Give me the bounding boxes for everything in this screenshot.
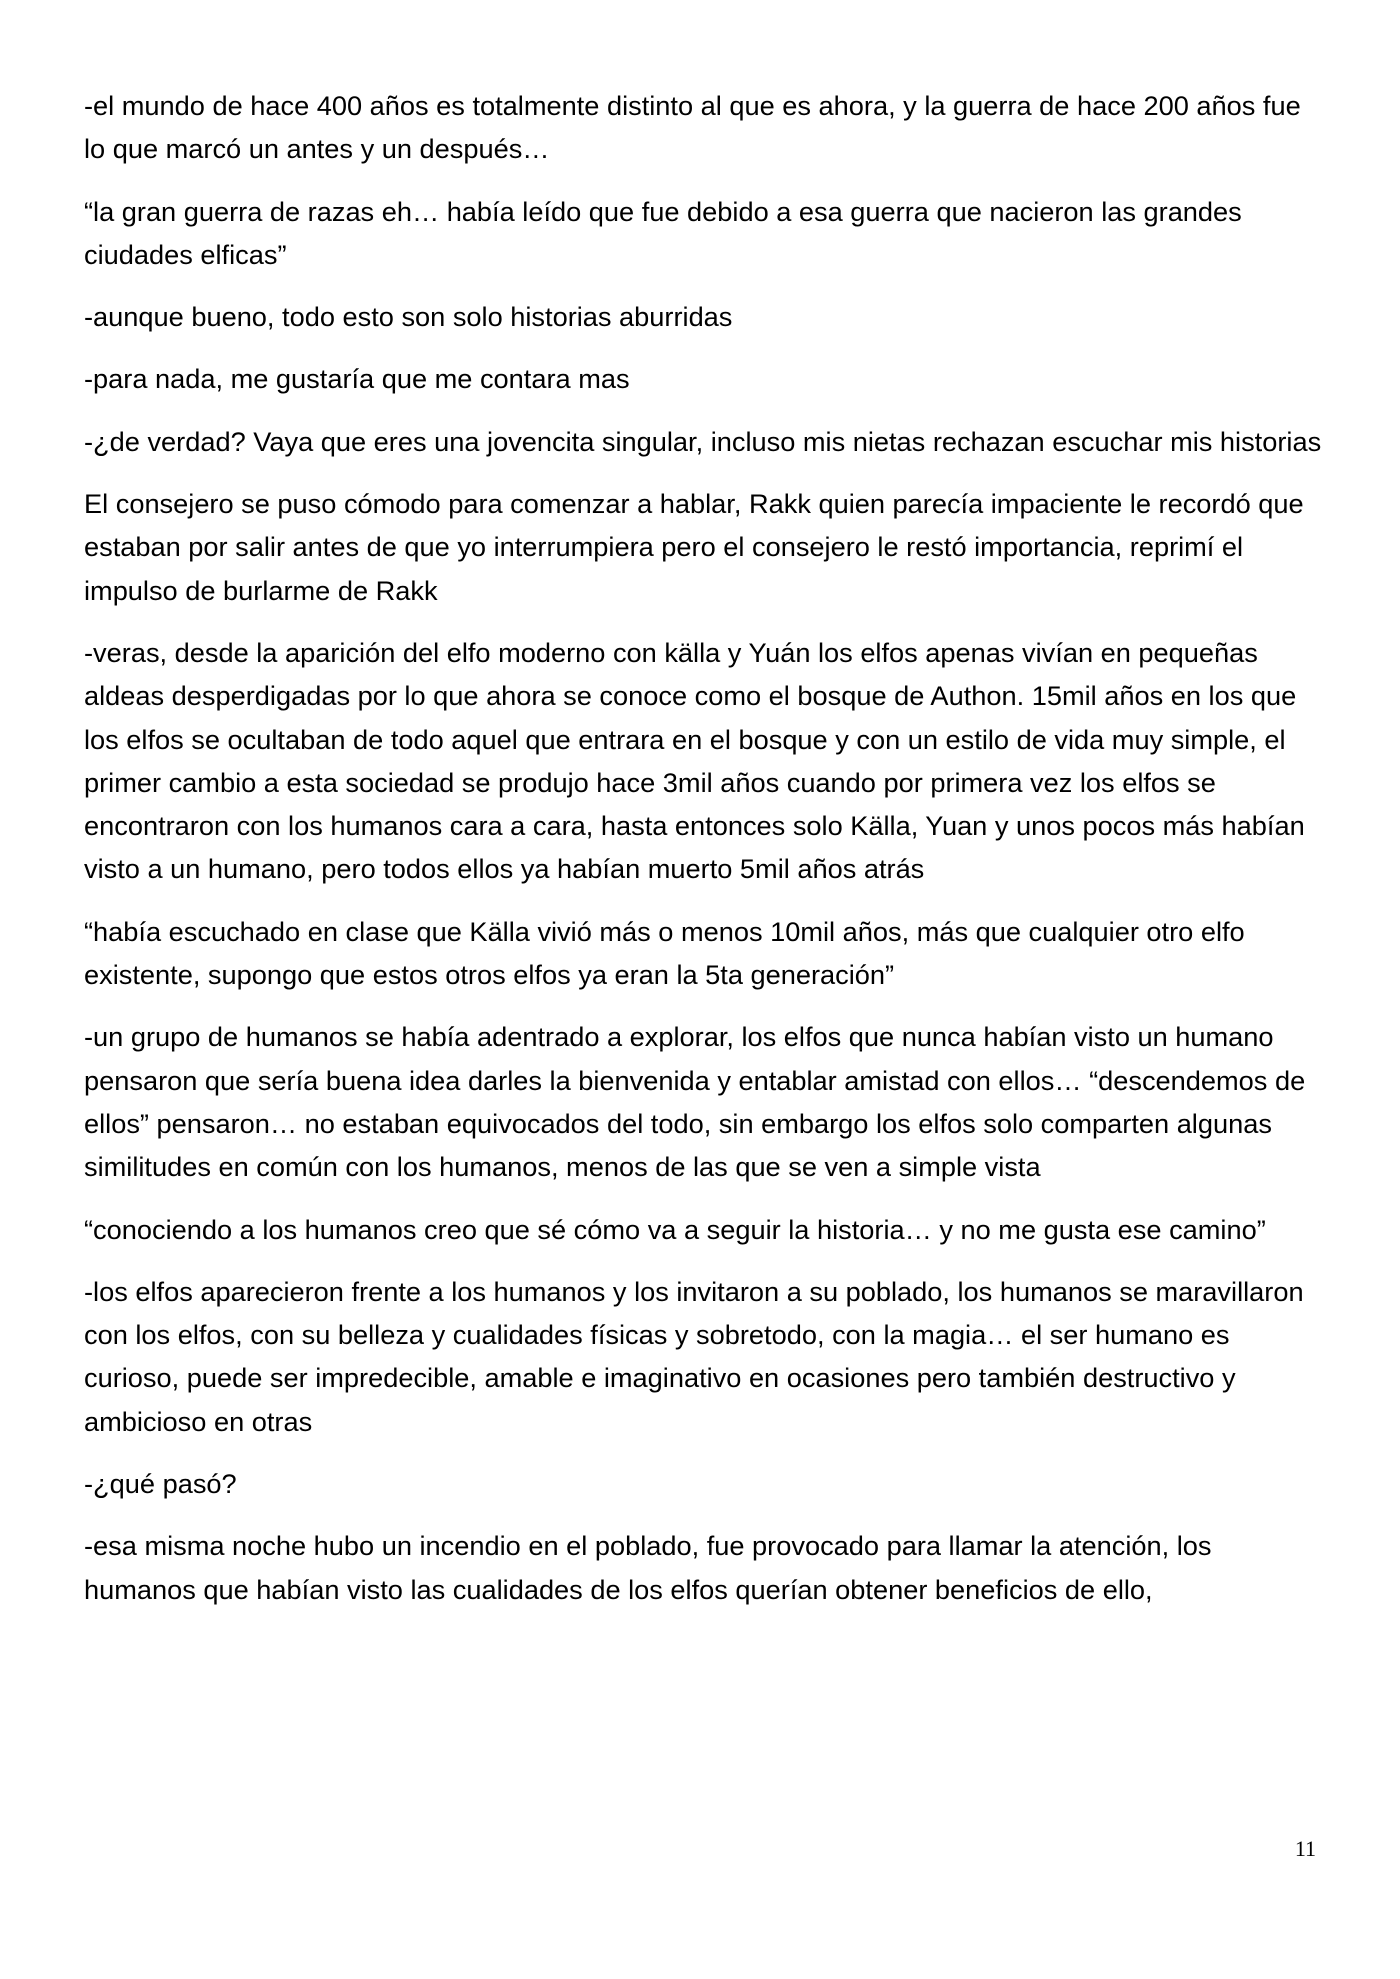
- paragraph: “conociendo a los humanos creo que sé cómo va a seguir la historia… y no me gusta ese camino”: [84, 1213, 1266, 1245]
- page-number: 11: [1294, 1836, 1316, 1861]
- paragraph: “había escuchado en clase que Källa vivió más o menos 10mil años, más que cualquier otro elfo existente, supongo que estos otros elfos ya eran la 5ta generación”: [84, 915, 1245, 991]
- paragraph: -un grupo de humanos se había adentrado a explorar, los elfos que nunca habían visto un humano pensaron que sería buena idea darles la bienvenida y entablar amistad con ellos… “descendemos de ellos” pensaron… no estaban equivocados del todo, sin embargo los elfos solo comparten algunas similitudes en común con los humanos, menos de las que se ven a simple vista: [84, 1021, 1306, 1183]
- paragraph: -esa misma noche hubo un incendio en el poblado, fue provocado para llamar la atención, los humanos que habían visto las cualidades de los elfos querían obtener beneficios de ello,: [84, 1530, 1212, 1605]
- paragraph: -aunque bueno, todo esto son solo historias aburridas: [84, 301, 733, 333]
- paragraph: -¿de verdad? Vaya que eres una jovencita singular, incluso mis nietas rechazan escuchar mis historias: [84, 425, 1322, 457]
- paragraph: -los elfos aparecieron frente a los humanos y los invitaron a su poblado, los humanos se maravillaron con los elfos, con su belleza y cualidades físicas y sobretodo, con la magia… el ser humano es curioso, puede ser impredecible, amable e imaginativo en ocasiones pero también destructivo y ambicioso en otras: [84, 1275, 1304, 1437]
- paragraph: “la gran guerra de razas eh… había leído que fue debido a esa guerra que nacieron las grandes ciudades elficas”: [84, 195, 1242, 270]
- body-text: [84, 84, 1324, 1630]
- paragraph: -¿qué pasó?: [84, 1468, 237, 1500]
- paragraph: -para nada, me gustaría que me contara mas: [84, 363, 630, 395]
- paragraph: El consejero se puso cómodo para comenzar a hablar, Rakk quien parecía impaciente le recordó que estaban por salir antes de que yo interrumpiera pero el consejero le restó importancia, reprimí el impulso de burlarme de Rakk: [84, 488, 1304, 606]
- paragraph: -veras, desde la aparición del elfo moderno con källa y Yuán los elfos apenas vivían en pequeñas aldeas desperdigadas por lo que ahora se conoce como el bosque de Authon. 15mil años en los que los elfos se ocultaban de todo aquel que entrara en el bosque y con un estilo de vida muy simple, el primer cambio a esta sociedad se produjo hace 3mil años cuando por primera vez los elfos se encontraron con los humanos cara a cara, hasta entonces solo Källa, Yuan y unos pocos más habían visto a un humano, pero todos ellos ya habían muerto 5mil años atrás: [84, 636, 1305, 885]
- paragraph: -el mundo de hace 400 años es totalmente distinto al que es ahora, y la guerra de hace 200 años fue lo que marcó un antes y un después…: [84, 90, 1301, 165]
